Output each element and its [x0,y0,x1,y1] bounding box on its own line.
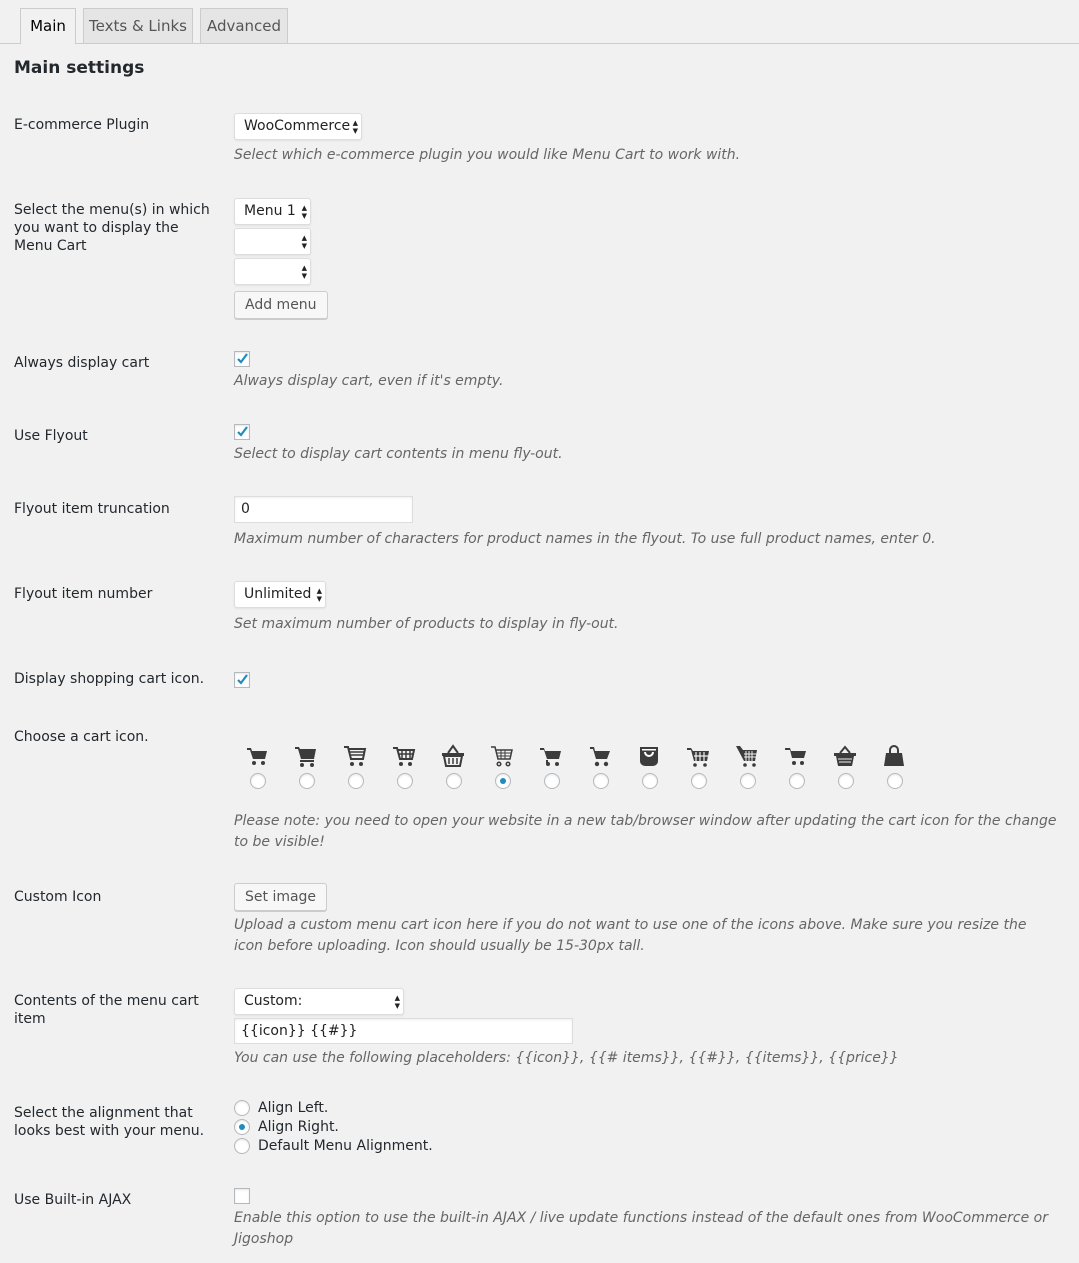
select-arrows-icon: ▲ ▼ [301,204,306,220]
truncation-desc: Maximum number of characters for product names in the flyout. To use full product names, enter 0. [234,531,936,547]
select-arrows-icon: ▲ ▼ [301,234,306,250]
use-flyout-checkbox[interactable] [234,424,250,440]
cart-9-icon[interactable] [686,744,710,768]
cart-1-icon[interactable] [294,744,318,768]
cart-icon-radio-12[interactable] [838,773,854,789]
tab-advanced[interactable]: Advanced [200,8,288,43]
menu-select-2[interactable] [234,228,311,255]
always-display-label: Always display cart [14,355,150,371]
menu-select-3[interactable] [234,258,311,285]
contents-select-value: Custom: [244,993,303,1009]
cart-icon-radio-9[interactable] [691,773,707,789]
select-arrows-icon: ▲ ▼ [352,119,357,135]
checkmark-icon [236,352,249,365]
cart-icon-radio-10[interactable] [740,773,756,789]
cart-icon-label: Choose a cart icon. [14,729,149,745]
ecommerce-plugin-select[interactable] [234,113,362,140]
align-left-radio[interactable] [234,1100,250,1116]
ecommerce-plugin-desc: Select which e-commerce plugin you would like Menu Cart to work with. [234,147,741,163]
cart-icon-radio-0[interactable] [250,773,266,789]
display-icon-label: Display shopping cart icon. [14,671,205,687]
add-menu-button[interactable]: Add menu [234,291,328,319]
select-arrows-icon: ▲ ▼ [301,264,306,280]
cart-7-icon[interactable] [588,744,612,768]
checkmark-icon [236,673,249,686]
ajax-label: Use Built-in AJAX [14,1192,132,1208]
tab-bar [0,0,1079,44]
always-display-desc: Always display cart, even if it's empty. [234,373,504,389]
contents-desc: You can use the following placeholders: {{icon}}, {{# items}}, {{#}}, {{items}}, {{price}} [234,1050,899,1066]
cart-6-icon[interactable] [539,744,563,768]
tab-divider [0,43,1079,44]
contents-label: Contents of the menu cart item [14,993,199,1027]
truncation-label: Flyout item truncation [14,501,170,517]
item-number-desc: Set maximum number of products to display in fly-out. [234,616,619,632]
cart-5-icon[interactable] [490,744,514,768]
cart-icon-desc: Please note: you need to open your website in a new tab/browser window after updating the cart icon for the change to be visible! [234,813,1057,850]
align-left-label: Align Left. [258,1100,329,1116]
tab-main[interactable]: Main [20,8,76,44]
page-title: Main settings [14,58,145,78]
select-arrows-icon: ▲ ▼ [316,587,321,603]
custom-icon-desc: Upload a custom menu cart icon here if you do not want to use one of the icons above. Make sure you resize the icon before uploading. Icon should usually be 15-30px tall. [234,917,1027,954]
basket-12-icon[interactable] [833,744,857,768]
cart-10-icon[interactable] [735,744,759,768]
cart-icon-radio-3[interactable] [397,773,413,789]
align-default-label: Default Menu Alignment. [258,1138,433,1154]
cart-icon-radio-1[interactable] [299,773,315,789]
item-number-value: Unlimited [244,586,312,602]
bag-13-icon[interactable] [882,744,906,768]
cart-2-icon[interactable] [343,744,367,768]
cart-icon-radio-4[interactable] [446,773,462,789]
truncation-input[interactable]: 0 [234,496,413,523]
menu-select-1[interactable] [234,198,311,225]
checkmark-icon [236,425,249,438]
custom-icon-label: Custom Icon [14,889,102,905]
use-flyout-desc: Select to display cart contents in menu fly-out. [234,446,563,462]
contents-input[interactable]: {{icon}} {{#}} [234,1018,573,1044]
tab-texts-links[interactable]: Texts & Links [83,8,193,43]
menu-select-1-value: Menu 1 [244,203,296,219]
bag-8-icon[interactable] [637,744,661,768]
alignment-label: Select the alignment that looks best with your menu. [14,1105,205,1139]
cart-icon-radio-8[interactable] [642,773,658,789]
use-flyout-label: Use Flyout [14,428,88,444]
ecommerce-plugin-value: WooCommerce [244,118,351,134]
contents-select[interactable] [234,988,404,1015]
cart-0-icon[interactable] [245,744,269,768]
cart-icon-radio-2[interactable] [348,773,364,789]
align-default-radio[interactable] [234,1138,250,1154]
item-number-select[interactable] [234,581,326,608]
display-icon-checkbox[interactable] [234,672,250,688]
menus-label: Select the menu(s) in which you want to display the Menu Cart [14,202,210,254]
cart-icon-radio-7[interactable] [593,773,609,789]
cart-icon-radio-13[interactable] [887,773,903,789]
ecommerce-plugin-label: E-commerce Plugin [14,117,150,133]
align-right-radio[interactable] [234,1119,250,1135]
ajax-desc: Enable this option to use the built-in AJAX / live update functions instead of the default ones from WooCommerce or Jigoshop [234,1210,1048,1247]
set-image-button[interactable]: Set image [234,883,327,911]
cart-11-icon[interactable] [784,744,808,768]
cart-icon-radio-6[interactable] [544,773,560,789]
cart-3-icon[interactable] [392,744,416,768]
always-display-checkbox[interactable] [234,351,250,367]
cart-icon-radio-5[interactable] [495,773,511,789]
cart-icon-radio-11[interactable] [789,773,805,789]
align-right-label: Align Right. [258,1119,339,1135]
basket-4-icon[interactable] [441,744,465,768]
ajax-checkbox[interactable] [234,1188,250,1204]
select-arrows-icon: ▲ ▼ [394,994,399,1010]
item-number-label: Flyout item number [14,586,153,602]
